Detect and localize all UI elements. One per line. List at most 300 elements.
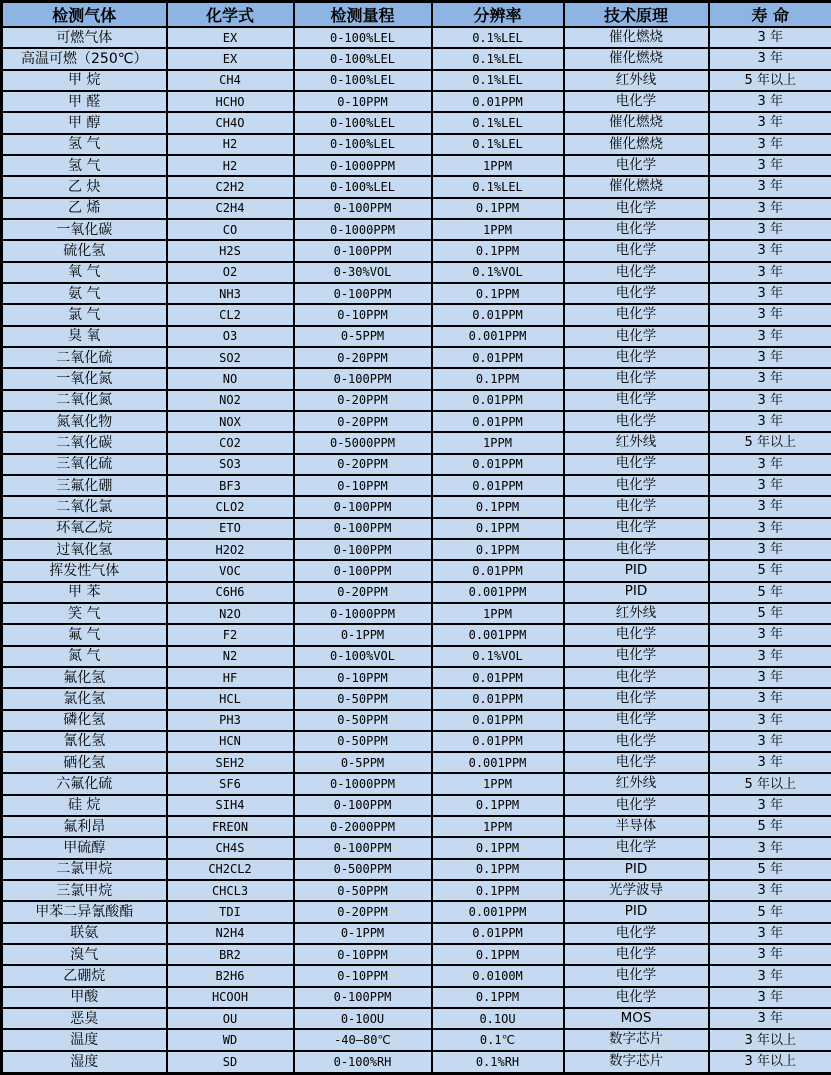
table-cell: 3 年 [709, 624, 831, 645]
table-cell: 电化学 [564, 667, 709, 688]
table-cell: H2S [167, 240, 294, 261]
table-row [2, 859, 831, 880]
table-cell: 3 年 [709, 731, 831, 752]
table-cell: 3 年 [709, 752, 831, 773]
table-cell: 0.1PPM [432, 795, 564, 816]
table-cell: 0-100%LEL [294, 112, 432, 133]
table-cell: 二氯甲烷 [2, 859, 167, 880]
table-cell: 0-10PPM [294, 475, 432, 496]
table-cell: 二氧化氮 [2, 390, 167, 411]
table-cell: 电化学 [564, 198, 709, 219]
table-cell: 电化学 [564, 987, 709, 1008]
table-cell: 0-100PPM [294, 795, 432, 816]
table-row [2, 176, 831, 197]
table-cell: 0-20PPM [294, 454, 432, 475]
table-cell: 电化学 [564, 795, 709, 816]
table-cell: 3 年 [709, 454, 831, 475]
table-row [2, 112, 831, 133]
table-cell: 催化燃烧 [564, 27, 709, 48]
table-cell: 电化学 [564, 624, 709, 645]
table-cell: 催化燃烧 [564, 134, 709, 155]
table-cell: 0.001PPM [432, 752, 564, 773]
table-row [2, 518, 831, 539]
table-cell: 0-100PPM [294, 837, 432, 858]
table-cell: BF3 [167, 475, 294, 496]
table-row [2, 304, 831, 325]
table-cell: 0-100%LEL [294, 48, 432, 69]
table-cell: 0-20PPM [294, 411, 432, 432]
table-cell: 0-1000PPM [294, 155, 432, 176]
table-cell: 0.1PPM [432, 283, 564, 304]
table-row [2, 198, 831, 219]
table-cell: 湿度 [2, 1051, 167, 1074]
table-cell: 溴气 [2, 944, 167, 965]
table-cell: 甲 醇 [2, 112, 167, 133]
table-cell: 0-1000PPM [294, 773, 432, 794]
table-cell: 3 年 [709, 923, 831, 944]
table-cell: 三氧化硫 [2, 454, 167, 475]
table-cell: 3 年 [709, 667, 831, 688]
table-cell: CO [167, 219, 294, 240]
table-row [2, 1008, 831, 1029]
table-row [2, 390, 831, 411]
table-cell: 电化学 [564, 944, 709, 965]
table-cell: 三氟化硼 [2, 475, 167, 496]
table-cell: N2H4 [167, 923, 294, 944]
table-cell: 氨 气 [2, 283, 167, 304]
table-cell: 电化学 [564, 688, 709, 709]
table-cell: 电化学 [564, 304, 709, 325]
table-cell: 0.01PPM [432, 923, 564, 944]
table-row [2, 816, 831, 837]
table-cell: 电化学 [564, 454, 709, 475]
table-cell: MOS [564, 1008, 709, 1029]
table-cell: 0.01PPM [432, 454, 564, 475]
table-cell: 氟利昂 [2, 816, 167, 837]
table-cell: 电化学 [564, 923, 709, 944]
table-cell: 3 年 [709, 539, 831, 560]
table-cell: 0-20PPM [294, 390, 432, 411]
table-row [2, 539, 831, 560]
table-cell: 三氯甲烷 [2, 880, 167, 901]
table-cell: 0-50PPM [294, 880, 432, 901]
table-cell: 二氧化氯 [2, 496, 167, 517]
table-cell: 0-100PPM [294, 368, 432, 389]
table-cell: 二氧化碳 [2, 432, 167, 453]
table-cell: 0-100%LEL [294, 176, 432, 197]
table-cell: CHCL3 [167, 880, 294, 901]
table-cell: 电化学 [564, 219, 709, 240]
table-cell: 3 年 [709, 240, 831, 261]
table-cell: NO [167, 368, 294, 389]
table-cell: 电化学 [564, 496, 709, 517]
table-cell: 电化学 [564, 347, 709, 368]
table-cell: 0-30%VOL [294, 262, 432, 283]
table-cell: 0.01PPM [432, 347, 564, 368]
table-cell: 电化学 [564, 837, 709, 858]
table-cell: 1PPM [432, 155, 564, 176]
table-cell: 氧 气 [2, 262, 167, 283]
table-cell: FREON [167, 816, 294, 837]
table-cell: 氰化氢 [2, 731, 167, 752]
column-header: 寿 命 [709, 2, 831, 28]
table-row [2, 773, 831, 794]
table-cell: 红外线 [564, 603, 709, 624]
column-header: 分辨率 [432, 2, 564, 28]
table-cell: C6H6 [167, 582, 294, 603]
table-cell: 0.1PPM [432, 496, 564, 517]
table-cell: 0.1%LEL [432, 176, 564, 197]
table-cell: 1PPM [432, 219, 564, 240]
table-cell: 电化学 [564, 752, 709, 773]
table-cell: 0-10PPM [294, 965, 432, 986]
header-row [2, 2, 831, 28]
table-cell: O3 [167, 326, 294, 347]
table-cell: 3 年 [709, 944, 831, 965]
table-cell: 0-50PPM [294, 710, 432, 731]
table-row [2, 347, 831, 368]
table-cell: 3 年 [709, 91, 831, 112]
table-row [2, 432, 831, 453]
table-row [2, 560, 831, 581]
table-cell: 0-100%RH [294, 1051, 432, 1074]
table-row [2, 603, 831, 624]
table-cell: HCN [167, 731, 294, 752]
table-cell: 0.01PPM [432, 475, 564, 496]
table-cell: 3 年 [709, 475, 831, 496]
table-cell: 0-10PPM [294, 304, 432, 325]
table-cell: EX [167, 48, 294, 69]
table-cell: 3 年 [709, 155, 831, 176]
table-cell: 0.01PPM [432, 688, 564, 709]
table-cell: 3 年 [709, 283, 831, 304]
table-cell: 电化学 [564, 518, 709, 539]
table-cell: SO2 [167, 347, 294, 368]
table-cell: 氢 气 [2, 155, 167, 176]
table-cell: -40—80℃ [294, 1029, 432, 1050]
table-cell: 0.001PPM [432, 624, 564, 645]
table-row [2, 880, 831, 901]
table-cell: 过氧化氢 [2, 539, 167, 560]
table-cell: 催化燃烧 [564, 176, 709, 197]
table-cell: 3 年 [709, 688, 831, 709]
table-cell: C2H4 [167, 198, 294, 219]
table-cell: HF [167, 667, 294, 688]
column-header: 技术原理 [564, 2, 709, 28]
table-cell: 甲 苯 [2, 582, 167, 603]
table-cell: 3 年 [709, 987, 831, 1008]
table-cell: VOC [167, 560, 294, 581]
table-cell: 0.1PPM [432, 837, 564, 858]
table-cell: 高温可燃（250℃） [2, 48, 167, 69]
table-cell: 5 年以上 [709, 773, 831, 794]
table-cell: 0.1%LEL [432, 134, 564, 155]
table-cell: 0.1PPM [432, 240, 564, 261]
table-cell: 1PPM [432, 816, 564, 837]
table-cell: HCHO [167, 91, 294, 112]
table-cell: 红外线 [564, 432, 709, 453]
table-cell: 0.1%VOL [432, 646, 564, 667]
table-cell: 甲硫醇 [2, 837, 167, 858]
table-row [2, 710, 831, 731]
table-cell: SF6 [167, 773, 294, 794]
table-cell: 电化学 [564, 262, 709, 283]
table-cell: 可燃气体 [2, 27, 167, 48]
table-cell: 3 年 [709, 27, 831, 48]
table-row [2, 326, 831, 347]
table-cell: CH4 [167, 70, 294, 91]
table-cell: 0.1PPM [432, 539, 564, 560]
table-cell: 电化学 [564, 155, 709, 176]
table-cell: 0.1PPM [432, 518, 564, 539]
table-cell: 3 年 [709, 1008, 831, 1029]
table-cell: 0-100%LEL [294, 134, 432, 155]
table-cell: 0-10PPM [294, 667, 432, 688]
table-cell: 3 年 [709, 795, 831, 816]
table-row [2, 901, 831, 922]
table-cell: 乙 炔 [2, 176, 167, 197]
table-cell: 0-50PPM [294, 688, 432, 709]
table-cell: BR2 [167, 944, 294, 965]
table-cell: CH2CL2 [167, 859, 294, 880]
table-cell: TDI [167, 901, 294, 922]
table-row [2, 155, 831, 176]
table-cell: 0.01PPM [432, 667, 564, 688]
table-cell: 催化燃烧 [564, 48, 709, 69]
table-cell: PH3 [167, 710, 294, 731]
table-cell: HCL [167, 688, 294, 709]
table-cell: 电化学 [564, 240, 709, 261]
table-cell: 电化学 [564, 475, 709, 496]
table-cell: EX [167, 27, 294, 48]
table-cell: 3 年 [709, 198, 831, 219]
table-cell: 电化学 [564, 965, 709, 986]
table-row [2, 283, 831, 304]
table-cell: 氮氧化物 [2, 411, 167, 432]
table-cell: 0-100PPM [294, 539, 432, 560]
table-cell: 硅 烷 [2, 795, 167, 816]
table-cell: CH4S [167, 837, 294, 858]
table-cell: 5 年以上 [709, 432, 831, 453]
table-row [2, 91, 831, 112]
table-cell: 0-100PPM [294, 560, 432, 581]
table-cell: 六氟化硫 [2, 773, 167, 794]
table-cell: CLO2 [167, 496, 294, 517]
table-cell: 0-1PPM [294, 624, 432, 645]
table-cell: 3 年 [709, 48, 831, 69]
table-cell: 0-10PPM [294, 944, 432, 965]
table-cell: 0.01PPM [432, 560, 564, 581]
table-cell: 3 年 [709, 965, 831, 986]
table-row [2, 1029, 831, 1050]
table-cell: 3 年 [709, 837, 831, 858]
table-cell: 0-1000PPM [294, 603, 432, 624]
table-row [2, 240, 831, 261]
table-row [2, 454, 831, 475]
table-cell: 3 年以上 [709, 1051, 831, 1074]
table-cell: 1PPM [432, 773, 564, 794]
table-cell: 0-20PPM [294, 901, 432, 922]
table-cell: 0-20PPM [294, 347, 432, 368]
table-cell: HCOOH [167, 987, 294, 1008]
table-cell: 乙 烯 [2, 198, 167, 219]
table-row [2, 134, 831, 155]
table-cell: 3 年 [709, 262, 831, 283]
table-row [2, 70, 831, 91]
table-cell: 3 年 [709, 134, 831, 155]
table-cell: 环氧乙烷 [2, 518, 167, 539]
table-cell: O2 [167, 262, 294, 283]
table-cell: 0.1%LEL [432, 70, 564, 91]
table-row [2, 219, 831, 240]
table-row [2, 496, 831, 517]
table-row [2, 987, 831, 1008]
table-row [2, 646, 831, 667]
table-row [2, 795, 831, 816]
table-cell: 红外线 [564, 70, 709, 91]
table-cell: 3 年 [709, 411, 831, 432]
column-header: 检测气体 [2, 2, 167, 28]
table-row [2, 1051, 831, 1074]
table-cell: 5 年 [709, 603, 831, 624]
table-cell: 3 年以上 [709, 1029, 831, 1050]
table-cell: 0.1PPM [432, 198, 564, 219]
table-cell: 电化学 [564, 411, 709, 432]
table-cell: 甲酸 [2, 987, 167, 1008]
table-row [2, 688, 831, 709]
table-cell: 0-20PPM [294, 582, 432, 603]
table-row [2, 475, 831, 496]
table-cell: 0.1PPM [432, 944, 564, 965]
table-row [2, 923, 831, 944]
table-row [2, 262, 831, 283]
table-row [2, 27, 831, 48]
table-cell: 电化学 [564, 539, 709, 560]
table-cell: N2 [167, 646, 294, 667]
table-cell: 电化学 [564, 710, 709, 731]
table-cell: 磷化氢 [2, 710, 167, 731]
table-cell: 3 年 [709, 176, 831, 197]
table-cell: 氯 气 [2, 304, 167, 325]
table-cell: 0-1PPM [294, 923, 432, 944]
table-body [2, 27, 831, 1074]
table-cell: 0.1%LEL [432, 27, 564, 48]
table-cell: 乙硼烷 [2, 965, 167, 986]
table-cell: B2H6 [167, 965, 294, 986]
table-cell: 恶臭 [2, 1008, 167, 1029]
table-cell: SEH2 [167, 752, 294, 773]
table-cell: 0.1%RH [432, 1051, 564, 1074]
table-cell: 挥发性气体 [2, 560, 167, 581]
table-cell: 0-1000PPM [294, 219, 432, 240]
table-cell: 1PPM [432, 432, 564, 453]
table-cell: 电化学 [564, 731, 709, 752]
table-cell: 3 年 [709, 219, 831, 240]
table-cell: 0-100PPM [294, 496, 432, 517]
table-cell: 甲 醛 [2, 91, 167, 112]
table-cell: NOX [167, 411, 294, 432]
table-row [2, 837, 831, 858]
table-cell: 氮 气 [2, 646, 167, 667]
table-cell: 0-100PPM [294, 198, 432, 219]
table-cell: 电化学 [564, 326, 709, 347]
table-cell: 0.1℃ [432, 1029, 564, 1050]
table-row [2, 667, 831, 688]
table-cell: H2O2 [167, 539, 294, 560]
table-cell: 3 年 [709, 112, 831, 133]
table-row [2, 48, 831, 69]
table-cell: CH4O [167, 112, 294, 133]
table-row [2, 582, 831, 603]
table-cell: 0.01PPM [432, 304, 564, 325]
table-cell: SIH4 [167, 795, 294, 816]
table-cell: 0.1PPM [432, 880, 564, 901]
table-cell: 3 年 [709, 304, 831, 325]
table-row [2, 411, 831, 432]
table-cell: 0.0100M [432, 965, 564, 986]
table-cell: 0-2000PPM [294, 816, 432, 837]
table-cell: 甲苯二异氰酸酯 [2, 901, 167, 922]
table-cell: PID [564, 560, 709, 581]
table-cell: 0.001PPM [432, 326, 564, 347]
table-cell: 0-100%LEL [294, 27, 432, 48]
table-cell: 二氧化硫 [2, 347, 167, 368]
table-cell: 5 年 [709, 901, 831, 922]
table-cell: 0.001PPM [432, 582, 564, 603]
table-cell: N2O [167, 603, 294, 624]
table-row [2, 944, 831, 965]
table-cell: 1PPM [432, 603, 564, 624]
table-cell: SO3 [167, 454, 294, 475]
table-cell: 5 年 [709, 582, 831, 603]
table-cell: 红外线 [564, 773, 709, 794]
table-cell: 0-100PPM [294, 987, 432, 1008]
table-cell: 3 年 [709, 496, 831, 517]
table-cell: OU [167, 1008, 294, 1029]
table-cell: 3 年 [709, 710, 831, 731]
table-cell: 电化学 [564, 368, 709, 389]
table-cell: 0.1PPM [432, 859, 564, 880]
column-header: 检测量程 [294, 2, 432, 28]
table-cell: 0-100PPM [294, 518, 432, 539]
table-cell: 氯化氢 [2, 688, 167, 709]
table-row [2, 368, 831, 389]
table-cell: 电化学 [564, 91, 709, 112]
table-row [2, 965, 831, 986]
table-cell: 甲 烷 [2, 70, 167, 91]
table-cell: 0.01PPM [432, 411, 564, 432]
table-row [2, 624, 831, 645]
table-cell: CL2 [167, 304, 294, 325]
table-cell: 光学波导 [564, 880, 709, 901]
table-cell: 0.1%VOL [432, 262, 564, 283]
table-cell: 0.1OU [432, 1008, 564, 1029]
table-cell: 0-100PPM [294, 240, 432, 261]
table-cell: 氟 气 [2, 624, 167, 645]
table-cell: 0.1%LEL [432, 112, 564, 133]
table-cell: CO2 [167, 432, 294, 453]
table-cell: 0.01PPM [432, 91, 564, 112]
table-cell: 温度 [2, 1029, 167, 1050]
table-cell: 0-5PPM [294, 326, 432, 347]
table-cell: H2 [167, 155, 294, 176]
table-cell: 0-100%LEL [294, 70, 432, 91]
table-cell: 0-5000PPM [294, 432, 432, 453]
table-cell: 电化学 [564, 646, 709, 667]
table-cell: 0.1PPM [432, 368, 564, 389]
table-cell: 0.01PPM [432, 710, 564, 731]
table-cell: 3 年 [709, 347, 831, 368]
